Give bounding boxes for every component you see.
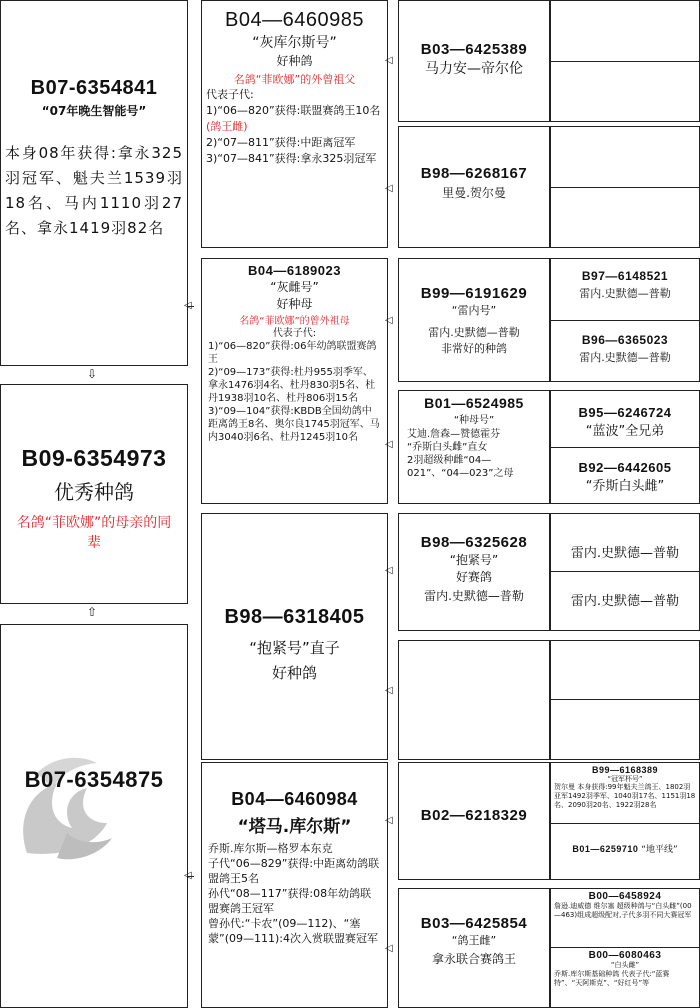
pigeon-nickname: “07年晚生智能号” bbox=[41, 104, 147, 118]
pedigree-box-empty bbox=[550, 640, 700, 700]
pigeon-desc: 非常好的种鸽 bbox=[441, 342, 507, 355]
offspring-record: 2)“09—173”获得:杜丹955羽季军、拿永1476羽4名、杜丹830羽5名、杜丹1938羽10名、杜丹806羽15名 bbox=[208, 367, 376, 404]
arrow-left-icon: ◁ bbox=[385, 55, 393, 66]
arrow-down-icon: ⇩ bbox=[87, 367, 98, 381]
ring-number: B98—6268167 bbox=[420, 165, 528, 182]
pigeon-nickname: “白头雌” bbox=[610, 961, 640, 969]
pigeon-owner: 雷内.史默德—普勒 bbox=[579, 351, 671, 364]
ring-and-name: B01—6259710 “地平线” bbox=[572, 844, 678, 855]
pigeon-desc: 拿永联合赛鸽王 bbox=[431, 952, 516, 966]
pigeon-origin: 艾迪.詹森—赞德霍芬 bbox=[407, 429, 501, 440]
pigeon-desc: 乔斯.库尔斯基础种鸽 代表子代:“蓝赛特”、“天阿斯克”、“好红号”等 bbox=[554, 970, 670, 987]
pedigree-box-b98-6268167 bbox=[398, 126, 550, 248]
offspring-record: 孙代“08—117”获得:08年幼鸽联盟赛鸽王冠军 bbox=[208, 887, 372, 915]
logo-watermark bbox=[7, 733, 137, 883]
ring-number: B07-6354841 bbox=[30, 77, 158, 99]
pedigree-box-b04-6460985 bbox=[201, 0, 388, 248]
ring-number: B92—6442605 bbox=[578, 460, 672, 475]
offspring-record: 2)“07—811”获得:中距离冠军 bbox=[206, 136, 356, 149]
pigeon-record: 本身08年获得:拿永325羽冠军、魁夫兰1539羽18名、马内1110羽27名、拿永1419羽82名 bbox=[5, 144, 183, 237]
ring-number: B99—6168389 bbox=[591, 765, 659, 775]
pigeon-nickname: “雷内号” bbox=[451, 304, 497, 317]
offspring-record: 曾孙代:“卡农”(09—112)、“塞蒙”(09—111):4次入赏联盟赛冠军 bbox=[208, 917, 378, 945]
ring-number: B01—6524985 bbox=[424, 395, 524, 411]
pedigree-box-empty bbox=[550, 187, 700, 248]
ring-number: B97—6148521 bbox=[581, 269, 669, 283]
pedigree-box-b04-6460984 bbox=[201, 762, 388, 1008]
arrow-left-icon: ◁ bbox=[385, 183, 393, 194]
pedigree-box-empty bbox=[550, 126, 700, 188]
offspring-record: 1)“06—820”获得:06年幼鸽联盟赛鸽王 bbox=[208, 341, 377, 365]
pedigree-box-b02-6218329 bbox=[398, 762, 550, 880]
arrow-left-icon: ◁ bbox=[385, 439, 393, 450]
pigeon-owner: 雷内.史默德—普勒 bbox=[428, 326, 520, 339]
ring-number: B03—6425854 bbox=[420, 915, 528, 932]
arrow-left-icon: ◁ bbox=[385, 565, 393, 576]
pigeon-type: 好种鸽 bbox=[276, 54, 313, 68]
pedigree-box-b03-6425389 bbox=[398, 0, 550, 122]
ring-number: B04—6460985 bbox=[225, 9, 364, 31]
pigeon-title: 优秀种鸽 bbox=[54, 480, 134, 504]
pigeon-type: 好种鸽 bbox=[271, 664, 317, 682]
pigeon-desc: 詹逊.迪威德 维尔塞 超级种鸽与“白头雌”(00—463)组成超级配对,子代多羽不同大赛冠军 bbox=[554, 902, 692, 919]
arrow-left-icon: ◁ bbox=[184, 300, 192, 311]
pedigree-box-owner bbox=[550, 571, 700, 631]
ring-number: B03—6425389 bbox=[420, 41, 528, 58]
pigeon-owner: 雷内.史默德—普勒 bbox=[579, 287, 671, 300]
pigeon-type: 好种母 bbox=[276, 297, 313, 311]
offspring-record: 3)“07—841”获得:拿永325羽冠军 bbox=[206, 152, 377, 165]
pigeon-note: 名鸽“菲欧娜”的母亲的同辈 bbox=[16, 515, 172, 551]
pigeon-nickname: “塔马.库尔斯” bbox=[237, 817, 352, 837]
ring-number: B07-6354875 bbox=[24, 767, 164, 792]
ring-number: B04—6460984 bbox=[231, 789, 358, 809]
pedigree-box-b97-6148521 bbox=[550, 258, 700, 321]
arrow-up-icon: ⇧ bbox=[87, 605, 98, 619]
pigeon-type: 好赛鸽 bbox=[455, 570, 492, 584]
offspring-record: 3)“09—104”获得:KBDB全国幼鸽中距离鸽王8名、奥尔良1745羽冠军、马内3040羽6名、杜丹1245羽10名 bbox=[208, 406, 380, 443]
offspring-record: 子代“06—829”获得:中距离幼鸽联盟鸽王5名 bbox=[208, 857, 380, 885]
ring-number: B98—6318405 bbox=[224, 606, 365, 628]
pedigree-box-b99-6191629 bbox=[398, 258, 550, 382]
pedigree-box-b04-6189023 bbox=[201, 258, 388, 504]
pedigree-box-empty bbox=[550, 0, 700, 62]
ring-number: B96—6365023 bbox=[581, 333, 669, 347]
pigeon-owner: 雷内.史默德—普勒 bbox=[570, 594, 680, 609]
arrow-left-icon: ◁ bbox=[385, 815, 393, 826]
pigeon-nickname: “抱紧号” bbox=[449, 553, 499, 567]
pedigree-box-b07-6354841 bbox=[0, 0, 188, 366]
pedigree-box-b99-6168389 bbox=[550, 762, 700, 824]
pedigree-box-b00-6458924 bbox=[550, 888, 700, 948]
pigeon-nickname: “蓝波”全兄弟 bbox=[585, 424, 665, 439]
pigeon-nickname: “种母号” bbox=[453, 415, 495, 426]
offspring-heading: 代表子代: bbox=[272, 328, 317, 339]
pedigree-box-empty bbox=[398, 640, 550, 760]
pedigree-box-b01-6524985 bbox=[398, 390, 550, 504]
pigeon-owner: 雷内.史默德—普勒 bbox=[424, 589, 524, 603]
arrow-left-icon: ◁ bbox=[385, 315, 393, 326]
ring-number: B98—6325628 bbox=[420, 534, 528, 551]
pigeon-nickname: “鸽王雌” bbox=[451, 934, 497, 947]
pigeon-nickname: “冠军杯号” bbox=[607, 775, 643, 783]
pigeon-desc: 2羽超级种雌“04—021”、“04—023”之母 bbox=[407, 455, 514, 479]
pigeon-owner: 里曼.贺尔曼 bbox=[442, 186, 506, 200]
pigeon-nickname: “灰雌号” bbox=[270, 280, 319, 294]
arrow-left-icon: ◁ bbox=[385, 685, 393, 696]
ring-number: B00—6080463 bbox=[588, 950, 662, 961]
ring-number: B99—6191629 bbox=[420, 285, 528, 302]
ring-number: B00—6458924 bbox=[588, 891, 662, 902]
pigeon-nickname: “乔斯白头雌” bbox=[585, 479, 665, 494]
ring-number: B95—6246724 bbox=[578, 405, 672, 420]
pigeon-note: 名鸽“菲欧娜”的曾外祖母 bbox=[239, 316, 350, 327]
arrow-left-icon: ◁ bbox=[184, 870, 192, 881]
pigeon-owner: 马力安—帝尔伦 bbox=[425, 61, 523, 77]
pigeon-note: 名鸽“菲欧娜”的外曾祖父 bbox=[233, 73, 356, 86]
pedigree-box-b09-6354973 bbox=[0, 384, 188, 604]
pedigree-box-b98-6318405 bbox=[201, 513, 388, 760]
pedigree-box-b98-6325628 bbox=[398, 513, 550, 631]
offspring-heading: 代表子代: bbox=[206, 88, 254, 101]
pedigree-box-empty bbox=[550, 699, 700, 760]
pedigree-box-b92-6442605 bbox=[550, 447, 700, 504]
ring-number: B09-6354973 bbox=[21, 445, 167, 471]
pigeon-owner: 雷内.史默德—普勒 bbox=[570, 546, 680, 561]
pedigree-box-b07-6354875 bbox=[0, 624, 188, 1008]
pedigree-box-empty bbox=[550, 61, 700, 122]
pigeon-nickname: “灰库尔斯号” bbox=[252, 35, 337, 51]
arrow-left-icon: ◁ bbox=[385, 943, 393, 954]
pedigree-box-b96-6365023 bbox=[550, 320, 700, 382]
pigeon-origin: 乔斯.库尔斯—格罗本东克 bbox=[208, 842, 333, 855]
pedigree-box-b95-6246724 bbox=[550, 390, 700, 448]
ring-number: B04—6189023 bbox=[248, 263, 341, 278]
pedigree-box-b00-6080463 bbox=[550, 947, 700, 1008]
pigeon-desc: “乔斯白头雌”直女 bbox=[407, 442, 488, 453]
pigeon-nickname: “抱紧号”直子 bbox=[249, 639, 340, 657]
pigeon-record: 贺尔曼 本身获得:99年魁夫兰鸽王、1802羽亚军1492羽季军、1040羽17名、1151羽18名、2090羽20名、1922羽28名 bbox=[554, 783, 696, 809]
ring-number: B02—6218329 bbox=[420, 807, 528, 824]
offspring-record: 1)“06—820”获得:联盟赛鸽王10名(鸽王雌) bbox=[206, 104, 381, 133]
pedigree-box-owner bbox=[550, 513, 700, 572]
pedigree-box-b03-6425854 bbox=[398, 888, 550, 1008]
pedigree-box-b01-6259710 bbox=[550, 823, 700, 880]
